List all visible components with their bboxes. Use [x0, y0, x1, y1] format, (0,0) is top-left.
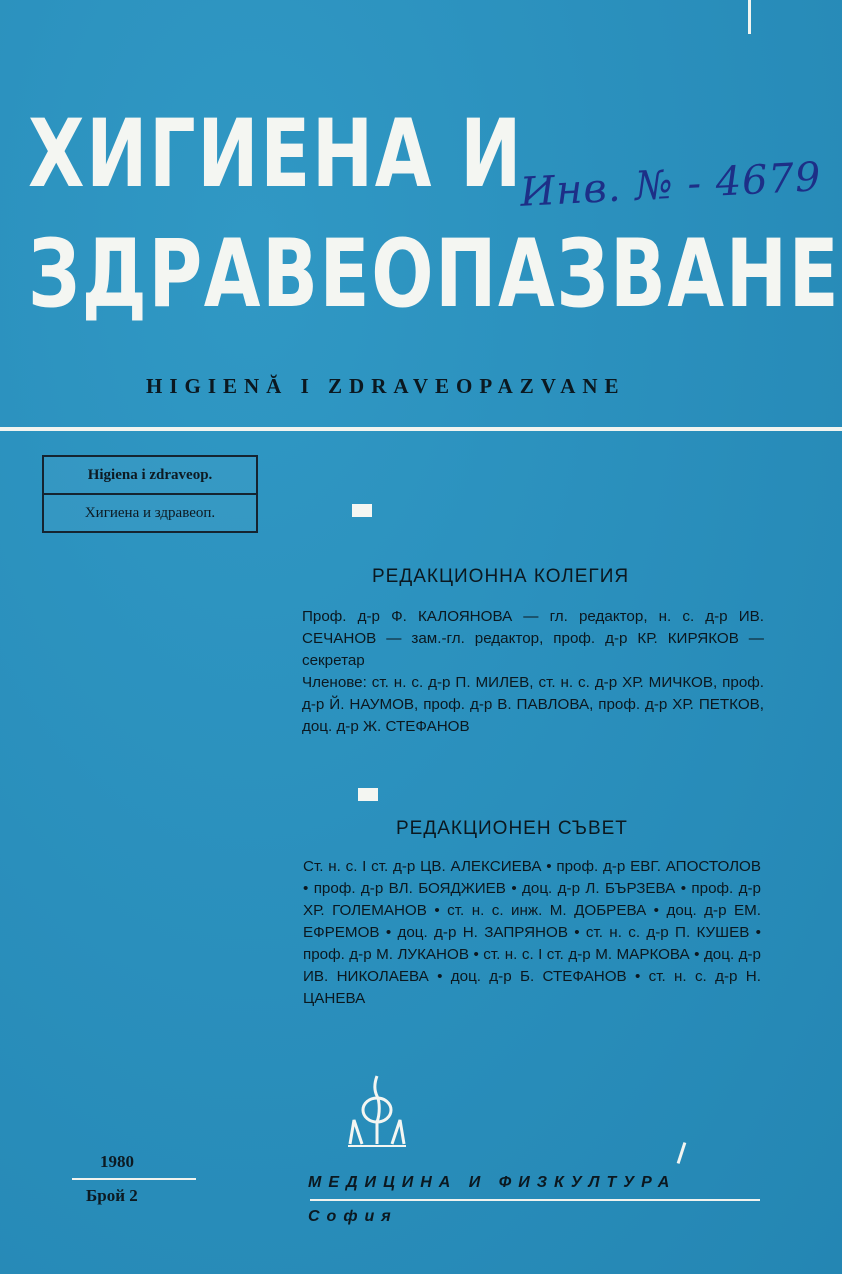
handwritten-inventory-note: Инв. № - 4679 [519, 154, 823, 216]
section-marker [358, 788, 378, 801]
publisher-name: МЕДИЦИНА И ФИЗКУЛТУРА [308, 1174, 677, 1191]
issue-number: Брой 2 [86, 1186, 138, 1205]
stamp-row-cyrillic: Хигиена и здравеоп. [84, 504, 216, 521]
editorial-council-members: Ст. н. с. I ст. д-р ЦВ. АЛЕКСИЕВА • проф. д-р ЕВГ. АПОСТОЛОВ • проф. д-р ВЛ. БОЯДЖИЕВ • доц. д-р Л. БЪРЗЕВА • проф. д-р ХР. ГОЛЕМАНОВ • ст. н. с. инж. М. ДОБРЕВА • доц. д-р ЕМ. ЕФРЕМОВ • доц. д-р Н. ЗАПРЯНОВ • ст. н. с. д-р П. КУШЕВ • проф. д-р М. ЛУКАНОВ • ст. н. с. I ст. д-р М. МАРКОВА • доц. д-р ИВ. НИКОЛАЕВА • доц. д-р Б. СТЕФАНОВ • ст. н. с. д-р Н. ЦАНЕВА [303, 858, 761, 1007]
publisher-logo-icon [344, 1074, 410, 1150]
latin-title: HIGIENĂ I ZDRAVEOPAZVANE [146, 374, 626, 398]
issue-year: 1980 [100, 1152, 134, 1171]
section-marker [352, 504, 372, 517]
editorial-board-heading: РЕДАКЦИОННА КОЛЕГИЯ [372, 566, 630, 587]
editorial-board-members [302, 606, 764, 738]
stamp-row-latin: Higiena i zdraveop. [44, 457, 256, 495]
publisher-rule [310, 1199, 760, 1201]
journal-title-line-2: ЗДРАВЕОПАЗВАНЕ [28, 220, 841, 329]
decorative-mark [748, 0, 751, 34]
decorative-mark [677, 1142, 687, 1164]
editorial-board-editors: Проф. д-р Ф. КАЛОЯНОВА — гл. редактор, н. с. д-р ИВ. СЕЧАНОВ — зам.-гл. редактор, проф. д-р КР. КИРЯКОВ — секретар [302, 608, 764, 669]
year-rule [72, 1178, 196, 1180]
title-divider [0, 427, 842, 431]
editorial-council-heading: РЕДАКЦИОНЕН СЪВЕТ [396, 818, 628, 839]
journal-title-line-1: ХИГИЕНА И [28, 100, 524, 209]
library-stamp [42, 455, 258, 533]
publisher-city: София [308, 1208, 398, 1225]
editorial-board-members-list: Членове: ст. н. с. д-р П. МИЛЕВ, ст. н. с. д-р ХР. МИЧКОВ, проф. д-р Й. НАУМОВ, проф. д-р В. ПАВЛОВА, проф. д-р ХР. ПЕТКОВ, доц. д-р Ж. СТЕФАНОВ [302, 674, 764, 735]
